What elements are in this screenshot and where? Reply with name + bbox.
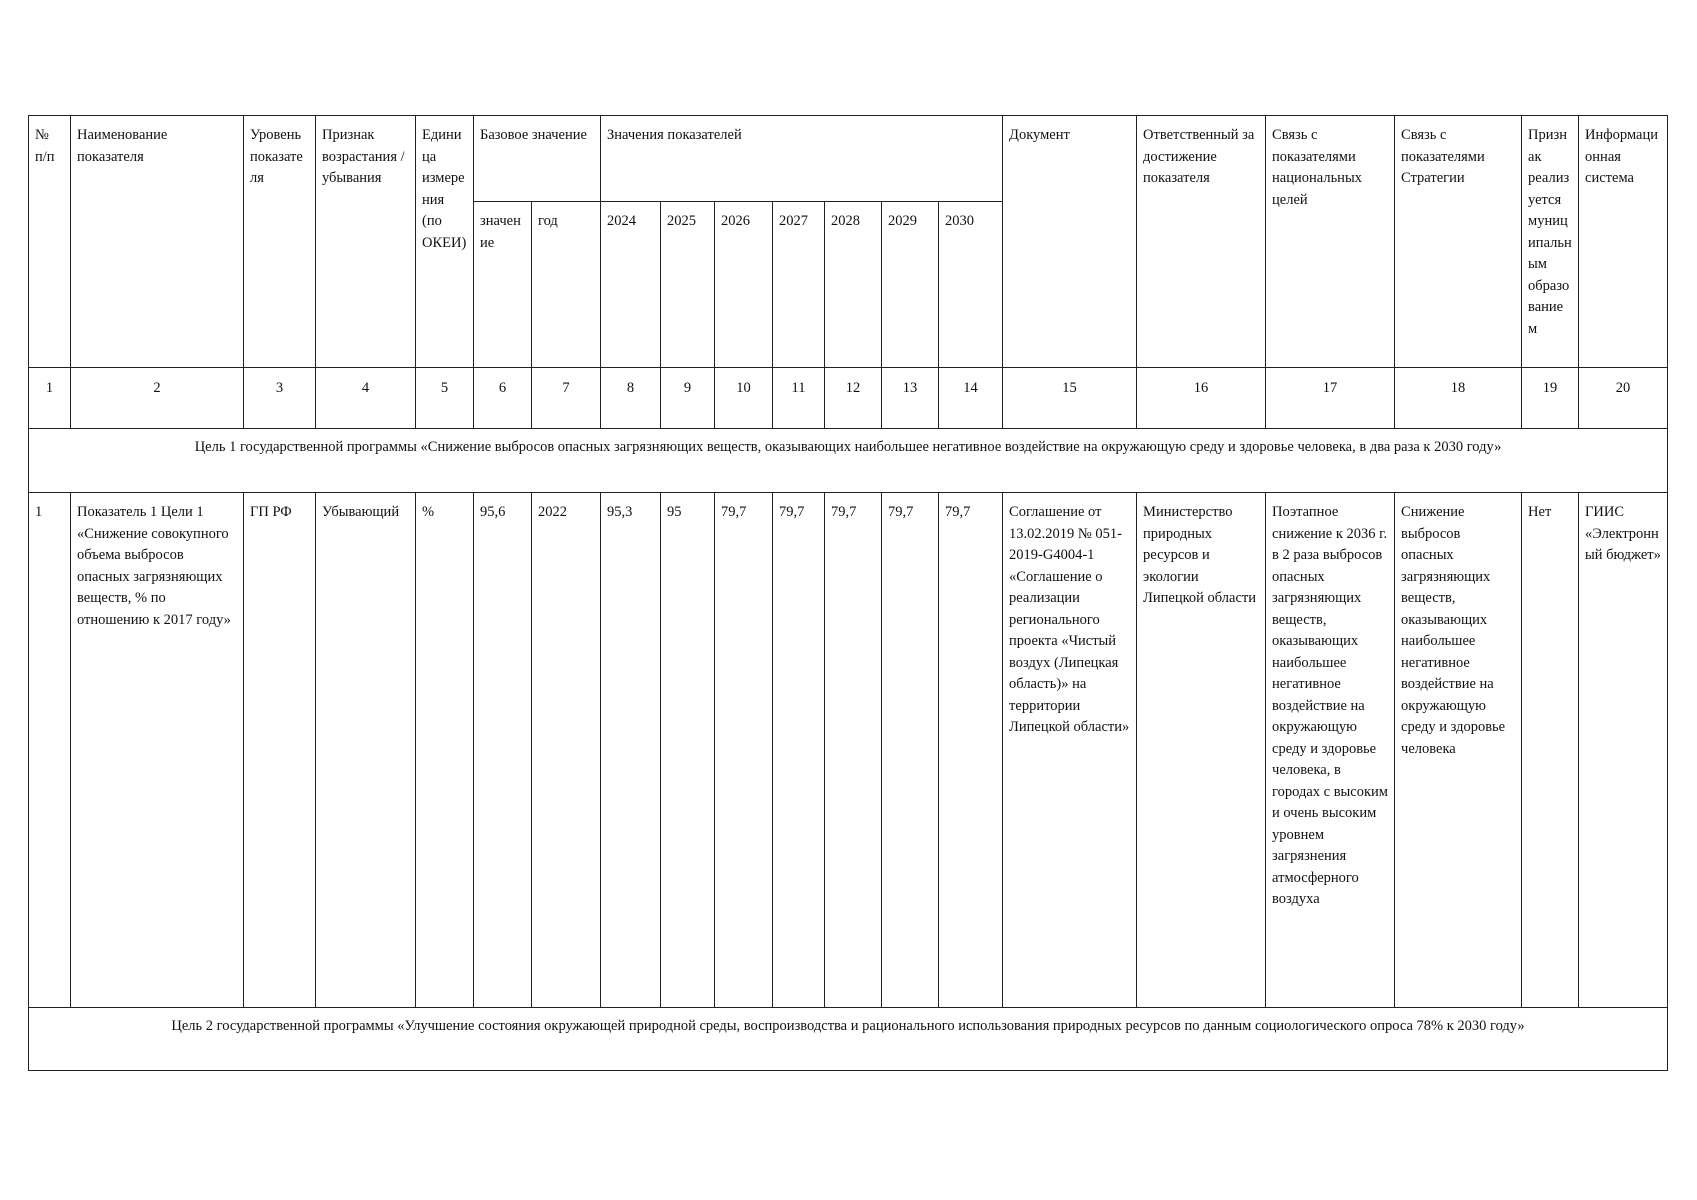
indicator-national-goals: Поэтапное снижение к 2036 г. в 2 раза выбросов опасных загрязняющих веществ, оказывающих наибольшее негативное воздействие на окружающую среду и здоровье человека, в городах с высоким и очень высоким уровнем загрязнения атмосферного воздуха — [1266, 493, 1395, 1008]
indicator-value: 79,7 — [715, 493, 773, 1008]
indicator-base-year: 2022 — [532, 493, 601, 1008]
header-year: 2029 — [882, 202, 939, 368]
column-number: 16 — [1137, 368, 1266, 429]
indicator-unit: % — [416, 493, 474, 1008]
column-number: 11 — [773, 368, 825, 429]
column-number: 9 — [661, 368, 715, 429]
indicator-value: 95,3 — [601, 493, 661, 1008]
header-level: Уровень показателя — [244, 116, 316, 368]
column-number: 2 — [71, 368, 244, 429]
header-base-year: год — [532, 202, 601, 368]
column-number: 1 — [29, 368, 71, 429]
header-year: 2027 — [773, 202, 825, 368]
indicator-level: ГП РФ — [244, 493, 316, 1008]
header-year: 2030 — [939, 202, 1003, 368]
column-number: 13 — [882, 368, 939, 429]
indicator-value: 79,7 — [939, 493, 1003, 1008]
header-year: 2026 — [715, 202, 773, 368]
column-number: 6 — [474, 368, 532, 429]
header-row — [29, 116, 1668, 202]
indicator-strategy: Снижение выбросов опасных загрязняющих веществ, оказывающих наибольшее негативное воздействие на окружающую среду и здоровье человека — [1395, 493, 1522, 1008]
column-number: 14 — [939, 368, 1003, 429]
column-number: 8 — [601, 368, 661, 429]
indicator-trend: Убывающий — [316, 493, 416, 1008]
header-info-system: Информационная система — [1579, 116, 1668, 368]
column-number: 3 — [244, 368, 316, 429]
header-base: Базовое значение — [474, 116, 601, 202]
indicator-value: 79,7 — [825, 493, 882, 1008]
header-unit: Единица измерения (по ОКЕИ) — [416, 116, 474, 368]
header-responsible: Ответственный за достижение показателя — [1137, 116, 1266, 368]
indicators-table — [28, 115, 1668, 1071]
goal-1-row — [29, 429, 1668, 493]
indicator-municipal: Нет — [1522, 493, 1579, 1008]
header-year: 2024 — [601, 202, 661, 368]
header-num: № п/п — [29, 116, 71, 368]
indicator-value: 79,7 — [882, 493, 939, 1008]
header-values: Значения показателей — [601, 116, 1003, 202]
indicator-info-system: ГИИС «Электронный бюджет» — [1579, 493, 1668, 1008]
column-number: 18 — [1395, 368, 1522, 429]
indicator-name: Показатель 1 Цели 1 «Снижение совокупного объема выбросов опасных загрязняющих веществ, % по отношению к 2017 году» — [71, 493, 244, 1008]
document-page — [28, 115, 1668, 1071]
column-number: 5 — [416, 368, 474, 429]
header-municipal: Признак реализуется муниципальным образованием — [1522, 116, 1579, 368]
header-document: Документ — [1003, 116, 1137, 368]
header-year: 2028 — [825, 202, 882, 368]
indicator-value: 79,7 — [773, 493, 825, 1008]
column-number: 10 — [715, 368, 773, 429]
column-number: 4 — [316, 368, 416, 429]
column-number: 7 — [532, 368, 601, 429]
header-national-goals: Связь с показателями национальных целей — [1266, 116, 1395, 368]
column-number: 17 — [1266, 368, 1395, 429]
goal-2-title: Цель 2 государственной программы «Улучшение состояния окружающей природной среды, воспроизводства и рационального использования природных ресурсов по данным социологического опроса 78% к 2030 году» — [29, 1008, 1668, 1071]
column-number: 20 — [1579, 368, 1668, 429]
header-trend: Признак возрастания /убывания — [316, 116, 416, 368]
header-name: Наименование показателя — [71, 116, 244, 368]
indicator-value: 95 — [661, 493, 715, 1008]
indicator-responsible: Министерство природных ресурсов и экологии Липецкой области — [1137, 493, 1266, 1008]
indicator-num: 1 — [29, 493, 71, 1008]
column-numbers-row — [29, 368, 1668, 429]
header-year: 2025 — [661, 202, 715, 368]
indicator-base-value: 95,6 — [474, 493, 532, 1008]
column-number: 12 — [825, 368, 882, 429]
column-number: 15 — [1003, 368, 1137, 429]
column-number: 19 — [1522, 368, 1579, 429]
header-base-value: значение — [474, 202, 532, 368]
goal-1-title: Цель 1 государственной программы «Снижение выбросов опасных загрязняющих веществ, оказывающих наибольшее негативное воздействие на окружающую среду и здоровье человека, в два раза к 2030 году» — [29, 429, 1668, 493]
indicator-document: Соглашение от 13.02.2019 № 051-2019-G4004-1 «Соглашение о реализации регионального проекта «Чистый воздух (Липецкая область)» на территории Липецкой области» — [1003, 493, 1137, 1008]
indicator-row — [29, 493, 1668, 1008]
header-strategy: Связь с показателями Стратегии — [1395, 116, 1522, 368]
goal-2-row — [29, 1008, 1668, 1071]
